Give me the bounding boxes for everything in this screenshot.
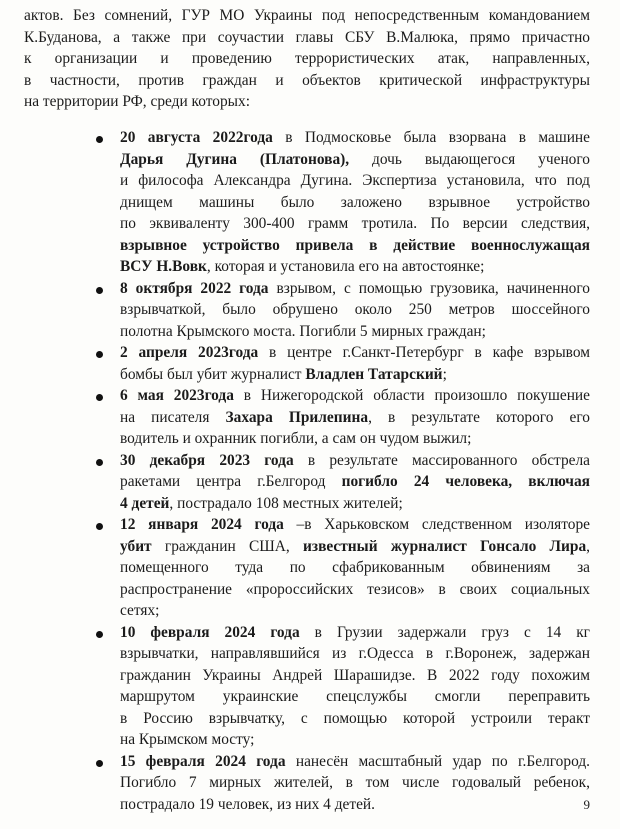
text: полотна Крымского моста. Погибли 5 мирных граждан; [120,322,486,340]
text: распространение «пророссийских тезисов» в своих социальных [120,580,590,598]
bold-text: Захара Прилепина [225,408,369,426]
bullet-icon [96,631,103,638]
bold-text: Владлен Татарский [305,365,443,383]
bullet-icon [96,287,103,294]
bold-text: 12 января 2024 года [120,516,284,533]
text: дочь выдающегося ученого [349,150,590,168]
events-list [96,127,590,815]
text: , пострадало 108 местных жителей; [169,494,403,512]
event-line [120,708,590,730]
intro-line: К.Буданова, а также при соучастии главы СБУ В.Малюка, прямо причастно [24,28,590,46]
event-line [120,235,590,257]
bold-text: 2 апреля 2023года [120,344,259,361]
bold-text: 15 февраля 2024 года [120,752,286,770]
text: в центре г.Санкт-Петербург в кафе взрывом [258,344,590,361]
page-number: 9 [583,797,590,812]
text: в Нижегородской области произошло покушение [233,387,590,404]
event-line [120,493,590,515]
text: , которая и установила его на автостоянке; [206,258,485,275]
text: гражданин Украины Андрей Шарашидзе. В 2022 году похожим [120,666,590,684]
bold-text: убит [120,537,152,555]
bullet-icon [96,351,103,358]
text: днищем машины было заложено взрывное устройство [120,193,590,211]
text: –в Харьковском следственном изоляторе [283,516,590,533]
text: , [586,537,590,555]
event-line [120,772,590,794]
text: в Подмосковье была взорвана в машине [272,129,591,146]
text: взрывом, с помощью грузовика, начиненного [268,279,590,297]
bullet-icon [96,523,103,530]
event-line [120,686,590,708]
bullet-icon [96,394,103,401]
event-line [120,665,590,687]
event-line [120,342,590,364]
event-line [120,622,590,644]
text: нанесён масштабный удар по г.Белгород. [285,752,591,770]
event-item [96,450,590,515]
event-line [120,127,590,149]
event-item [96,514,590,622]
intro-line: актов. Без сомнений, ГУР МО Украины под непосредственным командованием [24,7,590,24]
event-line [120,536,590,558]
intro-line: в частности, против граждан и объектов критической инфраструктуры [24,71,590,89]
event-line [120,364,590,386]
text: бомбы был убит журналист [120,365,306,383]
bold-text: 8 октября 2022 года [120,279,269,297]
bold-text: 30 декабря 2023 года [120,451,294,469]
event-line [120,256,590,278]
text: и философа Александра Дугина. Экспертиза установила, что под [120,172,590,189]
event-line [120,385,590,407]
bullet-icon [96,760,103,767]
intro-paragraph [24,5,590,113]
text: на писателя [120,408,226,426]
text: по эквиваленту 300-400 грамм тротила. По версии следствия, [120,215,590,232]
text: ; [442,365,447,383]
text: маршрутом украинские спецслужбы смогли переправить [120,688,590,705]
text: Погибло 7 мирных жителей, в том числе годовалый ребенок, [120,774,590,791]
event-item [96,278,590,343]
event-item [96,385,590,450]
event-line [120,213,590,235]
event-item [96,127,590,278]
text: в результате массированного обстрела [293,451,590,469]
text: помещенного туда по сфабрикованным обвинениям за [120,559,590,576]
text: сетях; [120,602,160,619]
event-line [120,729,590,751]
bold-text: 10 февраля 2024 года [120,623,300,641]
text: гражданин США, [151,537,304,555]
event-item [96,751,590,816]
event-line [120,407,590,429]
text: , в результате которого его [368,408,590,426]
event-line [120,428,590,450]
event-line [120,170,590,192]
text: взрывчатки, направлявшийся из г.Одесса в г.Воронеж, задержан [120,645,590,662]
event-line [120,514,590,536]
text: в Грузии задержали груз с 14 кг [299,623,590,641]
intro-line: к организации и проведению террористических атак, направленных, [24,50,590,67]
bullet-icon [96,459,103,466]
event-line [120,149,590,171]
bullet-icon [96,136,103,143]
bold-text: ВСУ Н.Вовк [120,258,207,275]
event-line [120,600,590,622]
event-line [120,299,590,321]
bold-text: погибло 24 человека, включая [341,473,591,490]
text: на Крымском мосту; [120,731,255,748]
event-line [120,751,590,773]
event-item [96,342,590,385]
text: ракетами центра г.Белгород [120,473,342,490]
bold-text: известный журналист Гонсало Лира [303,537,587,555]
bold-text: 6 мая 2023года [120,387,234,404]
event-item [96,622,590,751]
text: водитель и охранник погибли, а сам он чудом выжил; [120,430,472,447]
event-line [120,471,590,493]
event-line [120,278,590,300]
event-line [120,321,590,343]
text: в Россию взрывчатку, с помощью которой устроили теракт [120,709,590,727]
event-line [120,450,590,472]
event-line [120,579,590,601]
bold-text: взрывное устройство привела в действие военнослужащая [120,236,590,254]
text: пострадало 19 человек, из них 4 детей. [120,795,375,813]
intro-line: на территории РФ, среди которых: [24,93,250,110]
text: взрывчаткой, было обрушено около 250 метров шоссейного [120,301,590,318]
event-line [120,557,590,579]
bold-text: Дарья Дугина (Платонова), [120,150,350,168]
bold-text: 4 детей [120,494,170,512]
event-line [120,794,590,816]
event-line [120,192,590,214]
bold-text: 20 августа 2022года [120,129,273,146]
event-line [120,643,590,665]
